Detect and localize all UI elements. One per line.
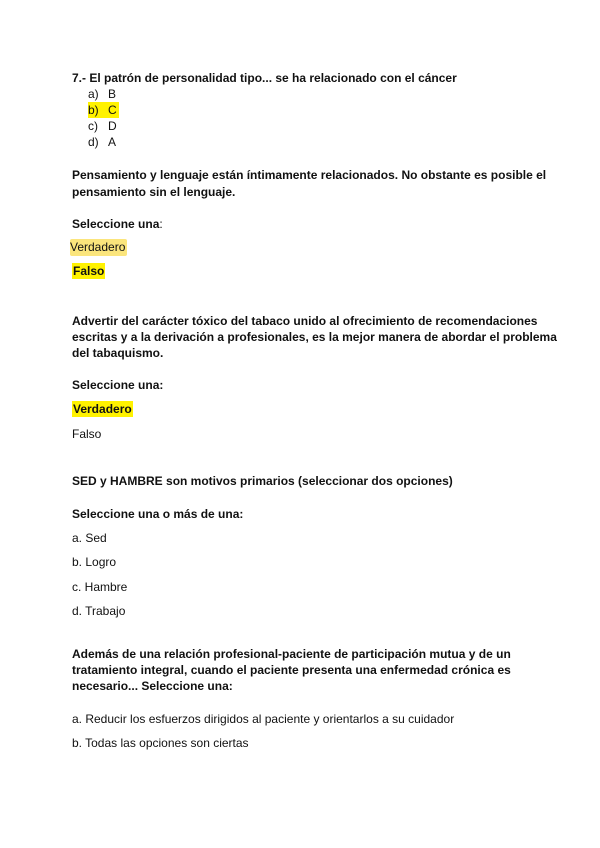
- option-letter: b): [88, 103, 99, 117]
- question-1-title: 7.- El patrón de personalidad tipo... se ha relacionado con el cáncer: [72, 71, 457, 85]
- option-d: [88, 134, 119, 150]
- question-2-line-1: Pensamiento y lenguaje están íntimamente relacionados. No obstante es posible el: [72, 168, 547, 182]
- option-text: B: [108, 87, 117, 101]
- question-2-line-2: pensamiento sin el lenguaje.: [72, 185, 236, 199]
- question-3-line-2: escritas y a la derivación a profesionales, es la mejor manera de abordar el problema: [72, 330, 557, 344]
- question-3-option-true: [72, 402, 133, 416]
- option-text: D: [108, 119, 117, 133]
- option-text: Falso: [73, 264, 105, 278]
- question-5-line-3: necesario... Seleccione una:: [72, 679, 233, 693]
- prompt-text: Seleccione una: [72, 217, 160, 231]
- question-4-option-d: d. Trabajo: [72, 604, 126, 618]
- question-5-option-a: a. Reducir los esfuerzos dirigidos al paciente y orientarlos a su cuidador: [72, 712, 455, 726]
- question-2-prompt: [72, 217, 163, 231]
- question-3-line-1: Advertir del carácter tóxico del tabaco unido al ofrecimiento de recomendaciones: [72, 314, 538, 328]
- question-3-prompt: Seleccione una:: [72, 378, 164, 392]
- option-letter: a): [88, 87, 99, 101]
- option-text: Verdadero: [70, 240, 126, 254]
- question-2-option-true: [70, 240, 127, 254]
- question-5-line-1: Además de una relación profesional-paciente de participación mutua y de un: [72, 647, 511, 661]
- question-4-prompt: Seleccione una o más de una:: [72, 507, 244, 521]
- prompt-colon: :: [159, 217, 163, 231]
- option-letter: c): [88, 119, 98, 133]
- question-5-line-2: tratamiento integral, cuando el paciente presenta una enfermedad crónica es: [72, 663, 511, 677]
- option-c: [88, 118, 119, 134]
- question-4-option-c: c. Hambre: [72, 580, 128, 594]
- question-3-option-false: Falso: [72, 427, 102, 441]
- question-2-option-false: [72, 264, 105, 278]
- option-text: A: [108, 135, 117, 149]
- question-4-title: SED y HAMBRE son motivos primarios (seleccionar dos opciones): [72, 474, 453, 488]
- question-3-line-3: del tabaquismo.: [72, 346, 164, 360]
- option-a: [88, 86, 119, 102]
- question-5-option-b: b. Todas las opciones son ciertas: [72, 736, 249, 750]
- question-4-option-b: b. Logro: [72, 555, 117, 569]
- option-text: Verdadero: [73, 402, 132, 416]
- option-letter: d): [88, 135, 99, 149]
- option-b-highlighted: [88, 102, 119, 118]
- question-4-option-a: a. Sed: [72, 531, 107, 545]
- question-1-options: [88, 86, 119, 150]
- option-text: C: [108, 103, 117, 117]
